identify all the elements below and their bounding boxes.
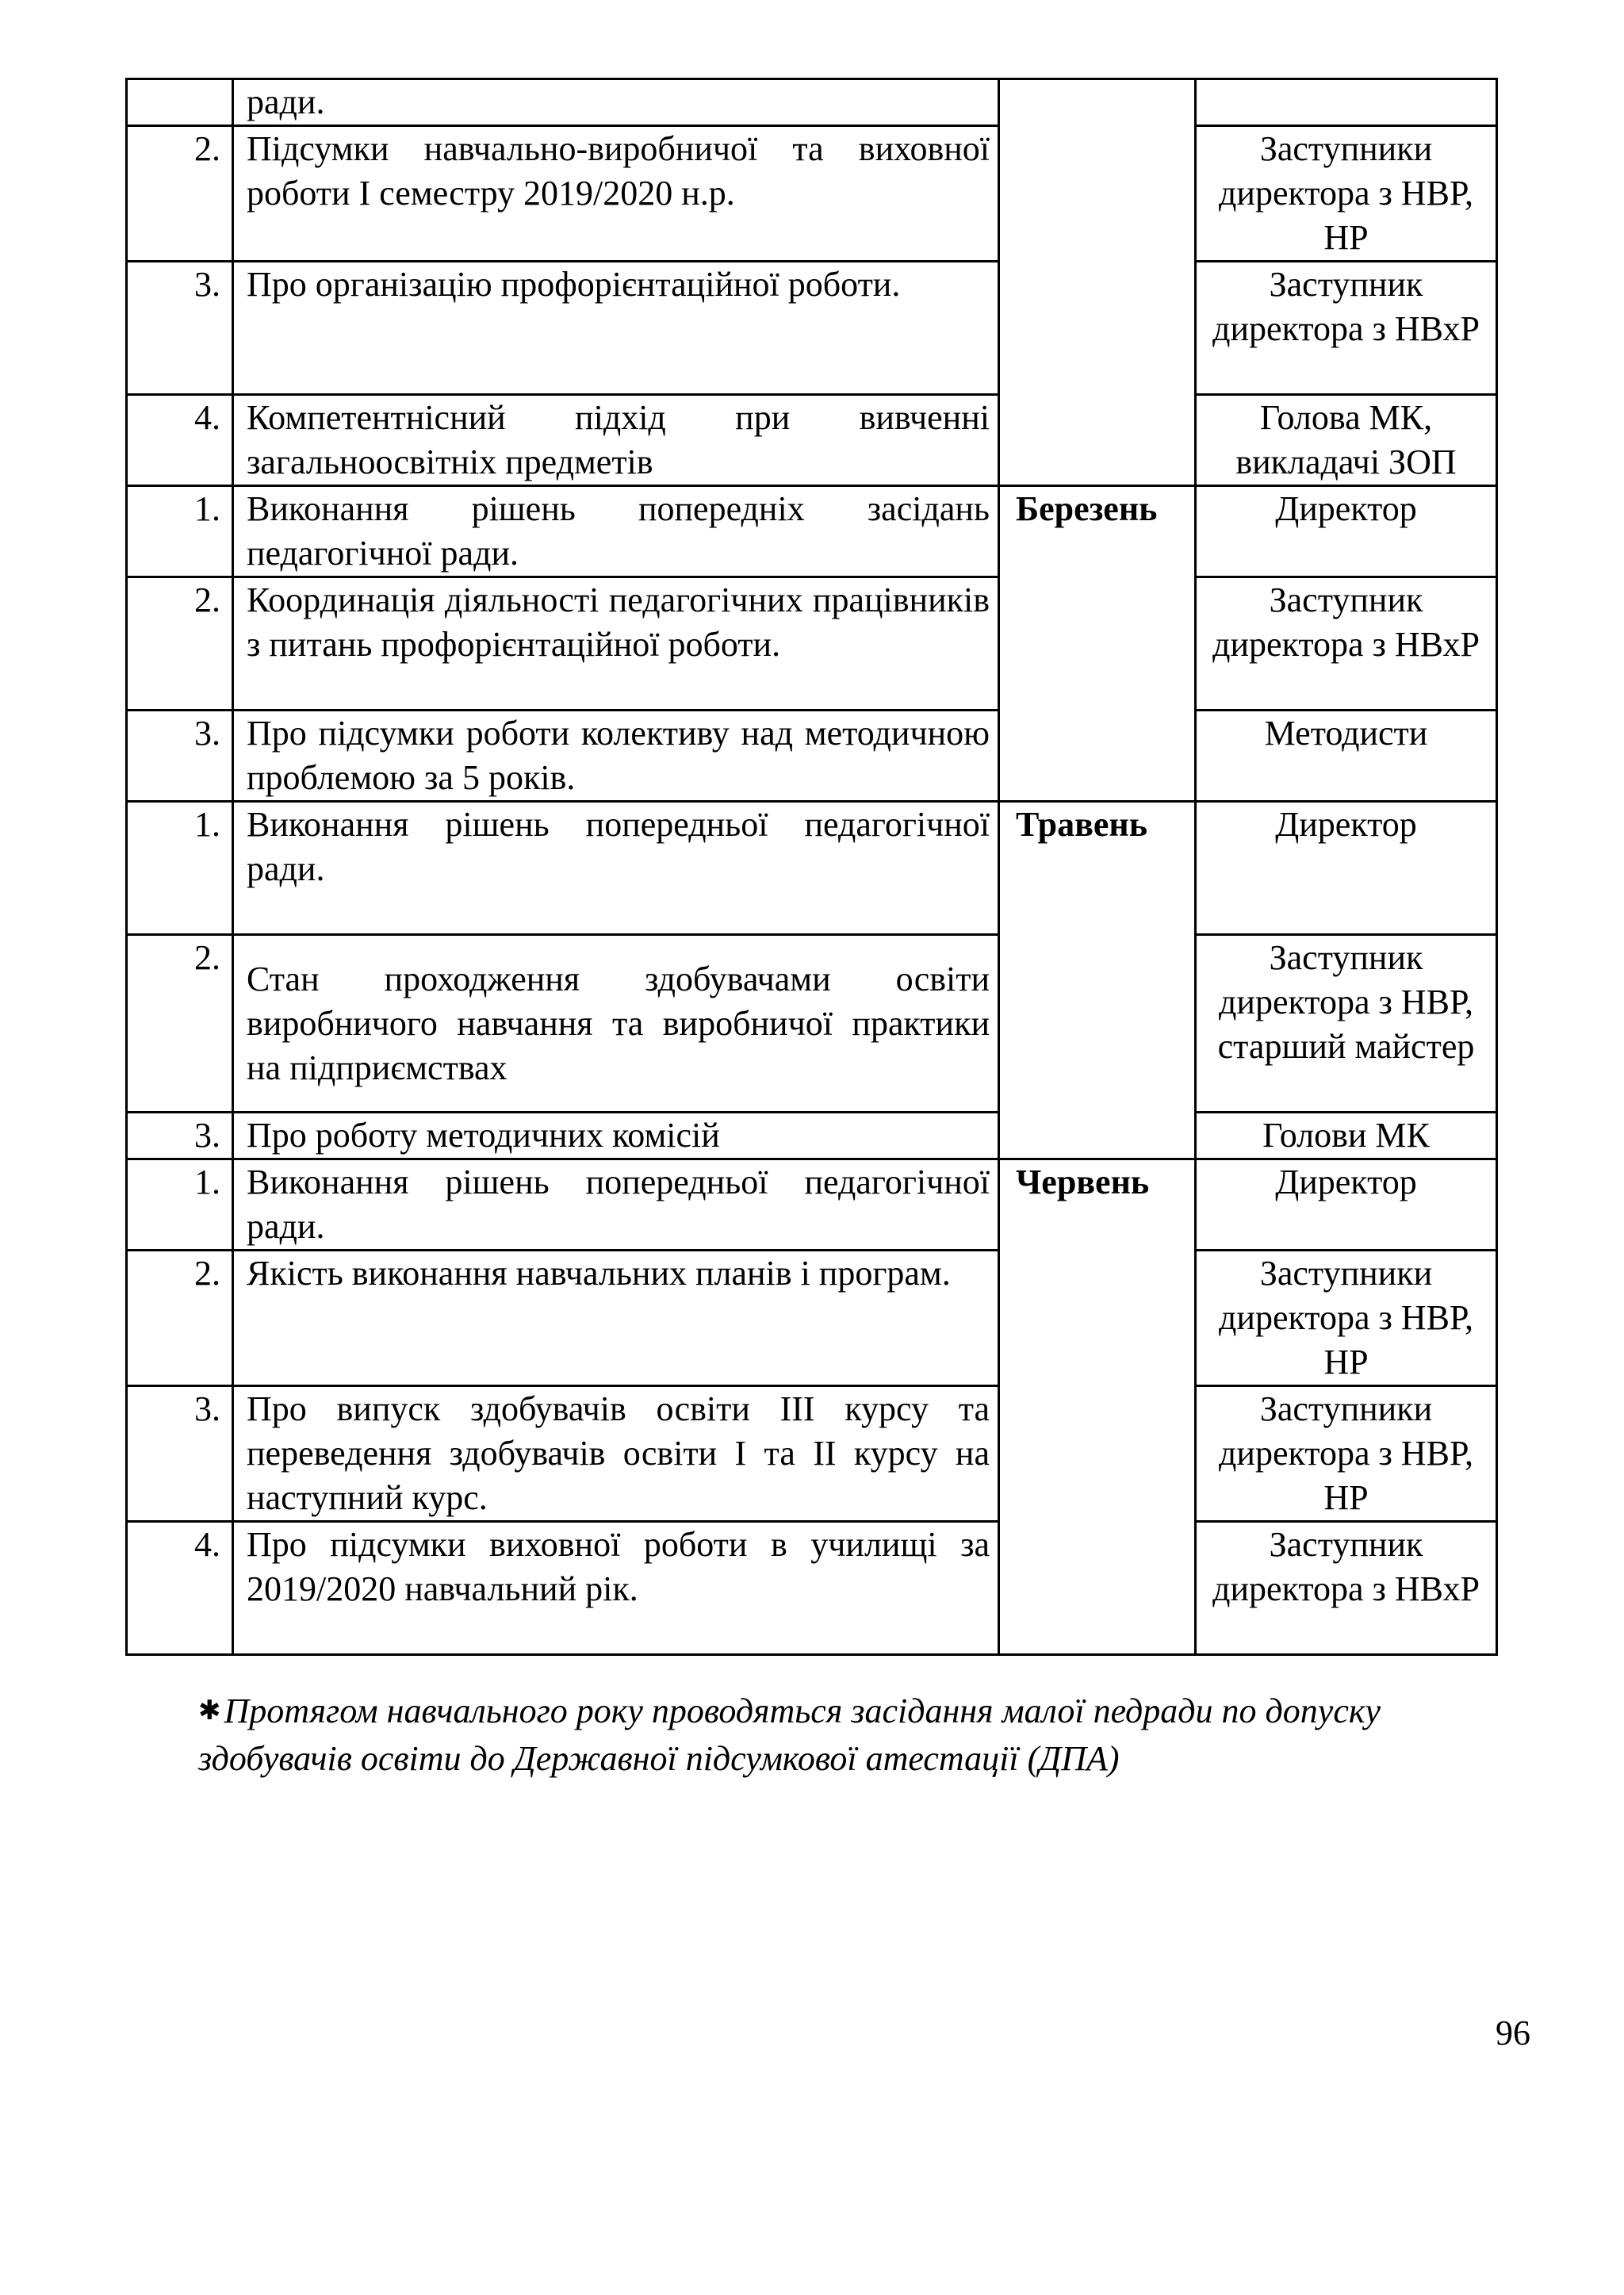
item-number: 1. [127,1159,233,1251]
responsible-cell: Директор [1196,486,1497,577]
item-text: Підсумки навчально-виробничої та виховної роботи І семестру 2019/2020 н.р. [233,126,999,262]
item-text: Виконання рішень попередньої педагогічної ради. [233,802,999,935]
item-number: 3. [127,262,233,395]
table-row [127,126,1497,262]
table-row [127,1386,1497,1522]
item-text: Про випуск здобувачів освіти ІІІ курсу та переведення здобувачів освіти І та ІІ курсу на наступний курс. [233,1386,999,1522]
item-number: 4. [127,395,233,486]
responsible-cell: Заступник директора з НВхР [1196,577,1497,711]
item-number: 2. [127,935,233,1113]
item-text: Про організацію профорієнтаційної роботи. [233,262,999,395]
item-number [127,79,233,126]
responsible-cell: Заступник директора з НВхР [1196,262,1497,395]
item-text: Виконання рішень попередніх засідань педагогічної ради. [233,486,999,577]
responsible-cell [1196,79,1497,126]
table-row [127,79,1497,126]
item-number: 3. [127,1386,233,1522]
item-text: Про підсумки виховної роботи в училищі за 2019/2020 навчальний рік. [233,1522,999,1655]
item-text: Компетентнісний підхід при вивченні загальноосвітніх предметів [233,395,999,486]
responsible-cell: Заступники директора з НВР, НР [1196,1251,1497,1386]
table-row [127,802,1497,935]
item-number: 3. [127,711,233,802]
item-number: 2. [127,126,233,262]
table-row [127,1522,1497,1655]
month-cell [999,79,1196,486]
item-text: Про підсумки роботи колективу над методичною проблемою за 5 років. [233,711,999,802]
table-row [127,935,1497,1113]
table-row [127,1159,1497,1251]
asterisk-icon: ✱ [198,1696,221,1726]
table-row [127,577,1497,711]
table-row [127,711,1497,802]
footnote-text: Протягом навчального року проводяться засідання малої педради по допуску здобувачів освіти до Державної підсумкової атестації (ДПА) [198,1692,1381,1778]
item-number: 4. [127,1522,233,1655]
responsible-cell: Заступники директора з НВР, НР [1196,126,1497,262]
responsible-cell: Голова МК, викладачі ЗОП [1196,395,1497,486]
item-number: 2. [127,577,233,711]
responsible-cell: Директор [1196,802,1497,935]
footnote [198,1688,1507,1783]
responsible-cell: Заступник директора з НВхР [1196,1522,1497,1655]
month-cell: Березень [999,486,1196,802]
responsible-cell: Голови МК [1196,1113,1497,1159]
table-row [127,1113,1497,1159]
responsible-cell: Методисти [1196,711,1497,802]
item-text: Виконання рішень попередньої педагогічної ради. [233,1159,999,1251]
item-number: 3. [127,1113,233,1159]
responsible-cell: Заступники директора з НВР, НР [1196,1386,1497,1522]
responsible-cell: Директор [1196,1159,1497,1251]
item-text: Координація діяльності педагогічних працівників з питань профорієнтаційної роботи. [233,577,999,711]
table-row [127,395,1497,486]
table-row [127,262,1497,395]
month-cell: Травень [999,802,1196,1159]
page-number: 96 [1496,2013,1530,2052]
responsible-cell: Заступник директора з НВР, старший майстер [1196,935,1497,1113]
meetings-table [125,78,1498,1656]
table-row [127,1251,1497,1386]
table-row [127,486,1497,577]
month-cell: Червень [999,1159,1196,1655]
item-number: 2. [127,1251,233,1386]
item-text: Якість виконання навчальних планів і програм. [233,1251,999,1386]
item-text: ради. [233,79,999,126]
item-text: Стан проходження здобувачами освіти виробничого навчання та виробничої практики на підприємствах [233,935,999,1113]
item-number: 1. [127,802,233,935]
item-text: Про роботу методичних комісій [233,1113,999,1159]
item-number: 1. [127,486,233,577]
